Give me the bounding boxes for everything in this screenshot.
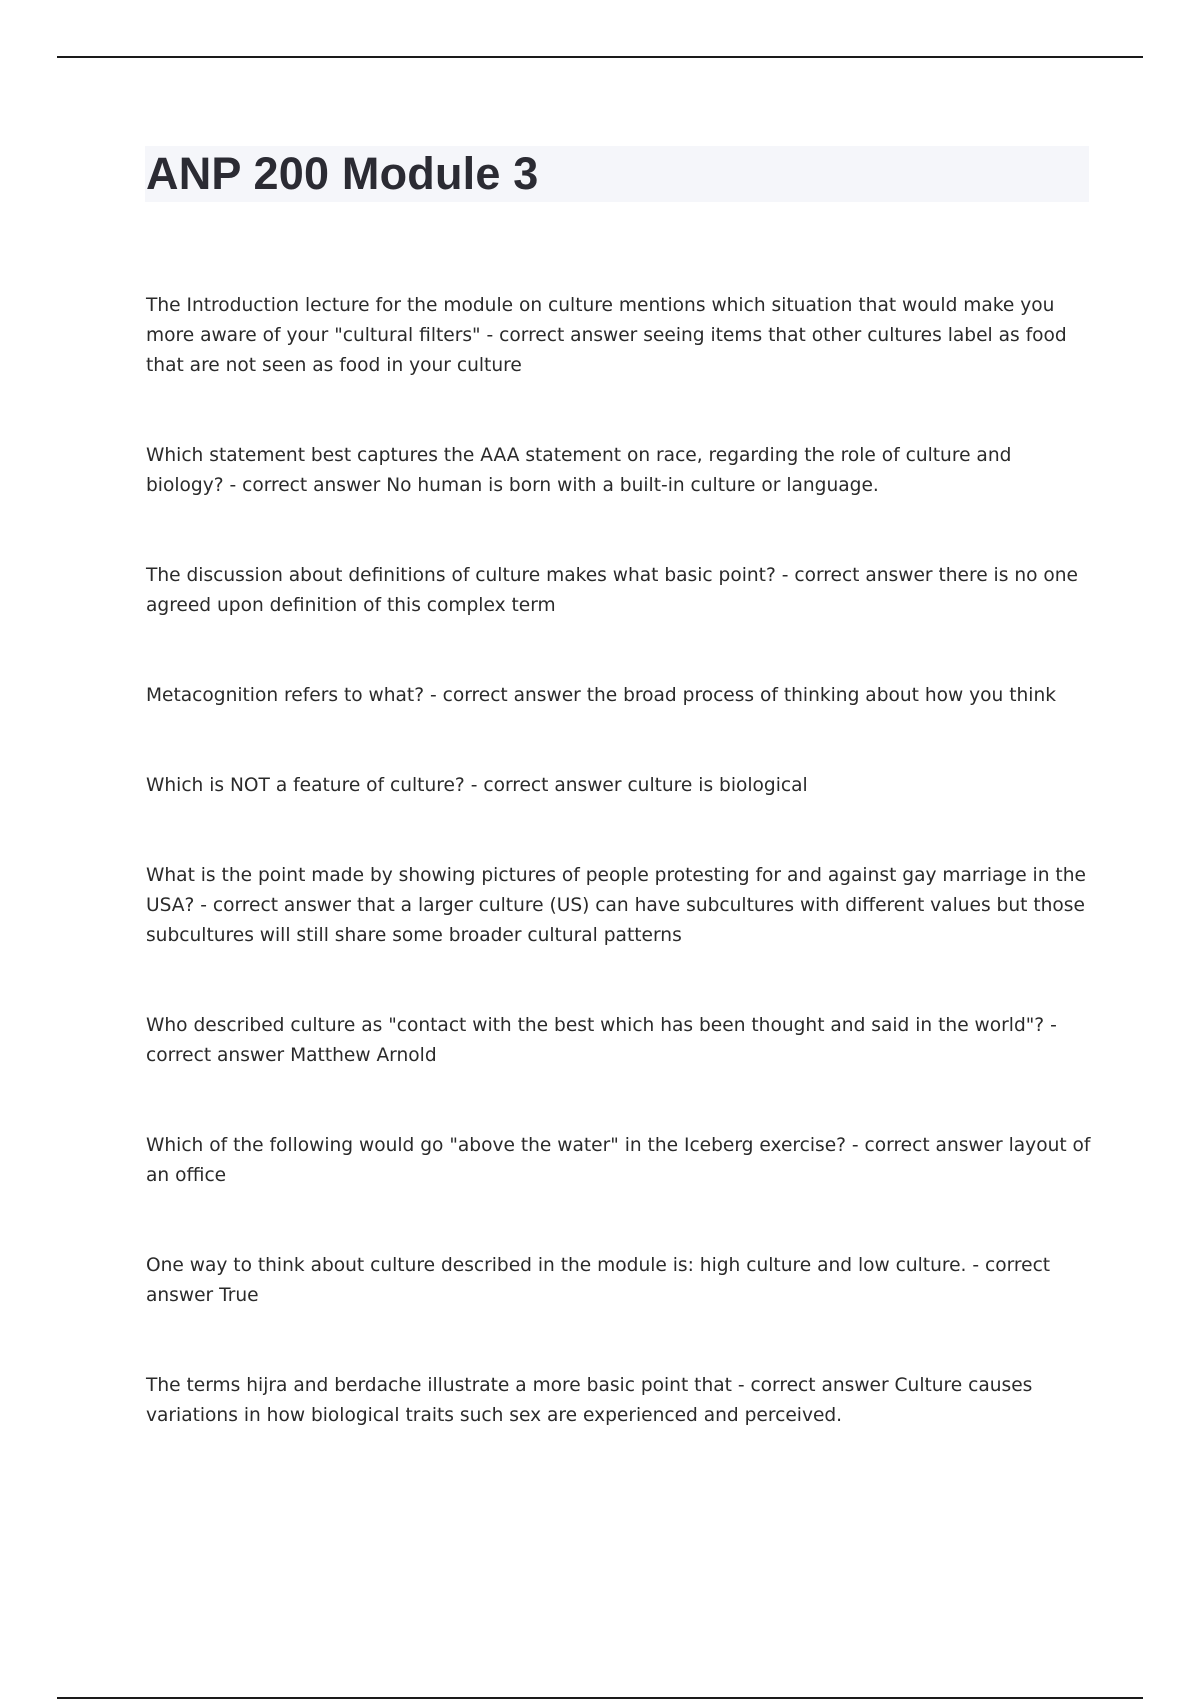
answer-separator: - correct answer: [146, 1255, 1051, 1306]
answer-text: culture is biological: [627, 775, 808, 796]
answer-text: Culture causes variations in how biological traits such sex are experienced and perceived.: [146, 1375, 1033, 1426]
answer-text: layout of an office: [146, 1135, 1091, 1186]
question-text: One way to think about culture described in the module is: high culture and low culture.: [146, 1255, 967, 1276]
qa-item-5: [146, 771, 1094, 801]
answer-separator: - correct answer: [194, 895, 357, 916]
answer-separator: - correct answer: [146, 1015, 1057, 1066]
qa-item-10: [146, 1371, 1094, 1431]
answer-text: there is no one agreed upon definition of this complex term: [146, 565, 1078, 616]
answer-separator: - correct answer: [424, 685, 587, 706]
question-text: Which of the following would go "above the water" in the Iceberg exercise?: [146, 1135, 846, 1156]
document-title: ANP 200 Module 3: [146, 148, 539, 199]
answer-separator: - correct answer: [731, 1375, 895, 1396]
qa-item-8: [146, 1131, 1094, 1191]
answer-separator: - correct answer: [464, 775, 628, 796]
bottom-rule: [57, 1697, 1143, 1699]
qa-item-4: [146, 681, 1094, 711]
answer-separator: - correct answer: [480, 325, 644, 346]
question-text: The discussion about definitions of culture makes what basic point?: [146, 565, 776, 586]
question-text: The Introduction lecture for the module on culture mentions which situation that would make you more aware of your "cultural filters": [146, 295, 1055, 346]
answer-text: that a larger culture (US) can have subcultures with different values but those subcultures will still share some broader cultural patterns: [146, 895, 1085, 946]
qa-list: [146, 291, 1094, 1431]
answer-separator: - correct answer: [846, 1135, 1009, 1156]
question-text: Metacognition refers to what?: [146, 685, 425, 706]
answer-text: the broad process of thinking about how you think: [586, 685, 1057, 706]
qa-item-7: [146, 1011, 1094, 1071]
question-text: Who described culture as "contact with the best which has been thought and said in the world"?: [146, 1015, 1045, 1036]
answer-separator: - correct answer: [223, 475, 387, 496]
answer-separator: - correct answer: [775, 565, 939, 586]
qa-item-3: [146, 561, 1094, 621]
question-text: Which is NOT a feature of culture?: [146, 775, 465, 796]
answer-text: True: [219, 1285, 259, 1306]
question-text: The terms hijra and berdache illustrate a more basic point that: [146, 1375, 732, 1396]
top-rule: [57, 56, 1143, 58]
qa-item-6: [146, 861, 1094, 951]
question-text: What is the point made by showing pictures of people protesting for and against gay marriage in the USA?: [146, 865, 1086, 916]
qa-item-9: [146, 1251, 1094, 1311]
answer-text: Matthew Arnold: [290, 1045, 437, 1066]
answer-text: No human is born with a built-in culture or language.: [386, 475, 879, 496]
qa-item-1: [146, 291, 1094, 381]
question-text: Which statement best captures the AAA statement on race, regarding the role of culture and biology?: [146, 445, 1012, 496]
answer-text: seeing items that other cultures label as food that are not seen as food in your culture: [146, 325, 1067, 376]
qa-item-2: [146, 441, 1094, 501]
